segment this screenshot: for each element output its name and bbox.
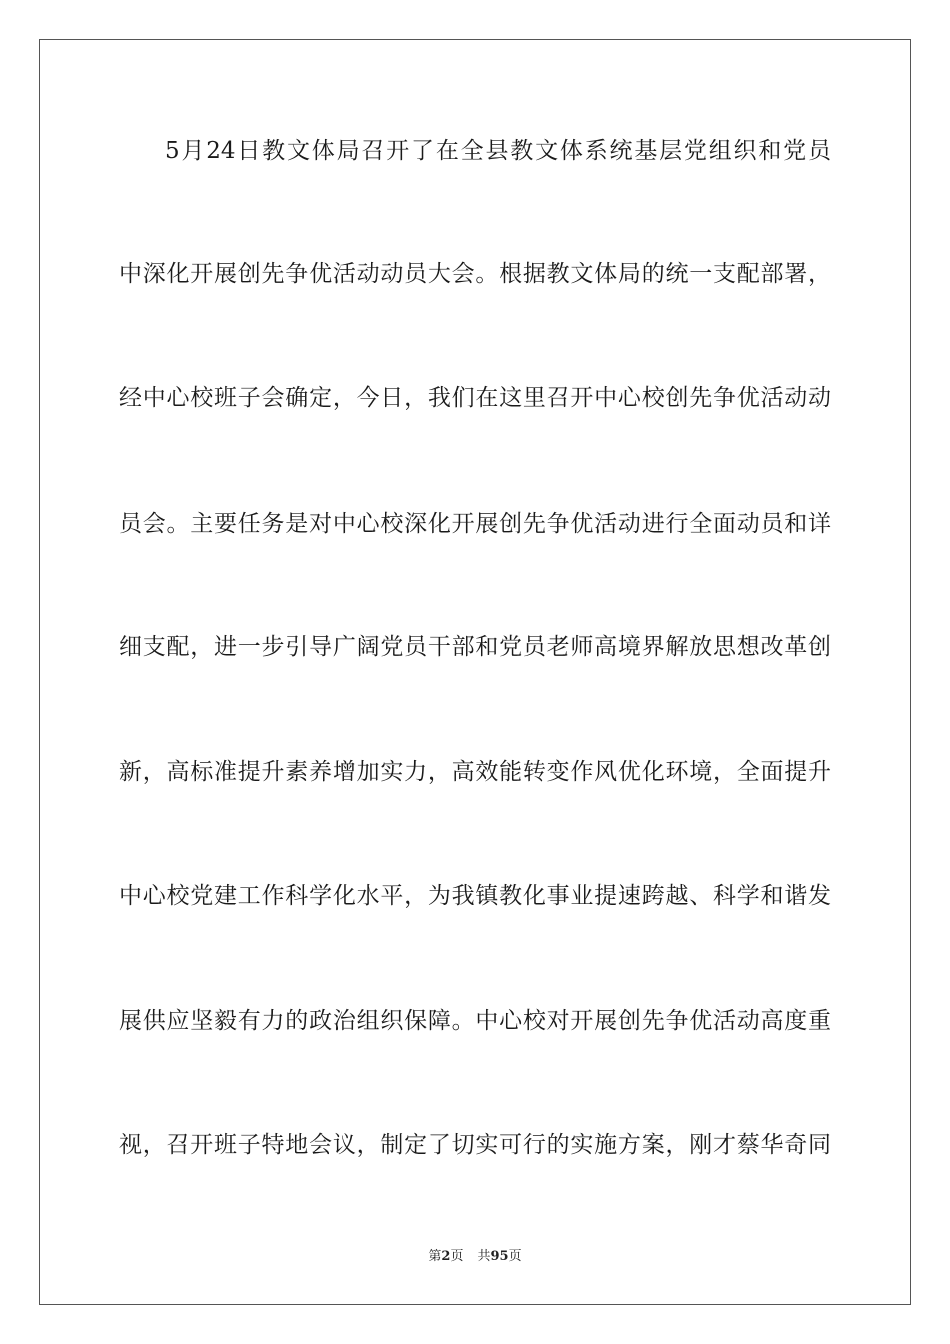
paragraph-line-7: 中心校党建工作科学化水平，为我镇教化事业提速跨越、科学和谐发 <box>119 883 831 909</box>
page-suffix: 页 <box>450 1249 464 1264</box>
total-suffix: 页 <box>508 1249 522 1264</box>
paragraph-line-1: 5月24日教文体局召开了在全县教文体系统基层党组织和党员 <box>165 138 831 164</box>
page-border <box>39 39 911 1305</box>
paragraph-line-3: 经中心校班子会确定，今日，我们在这里召开中心校创先争优活动动 <box>119 385 831 411</box>
page-number: 2 <box>441 1249 451 1264</box>
total-prefix: 共 <box>477 1249 491 1264</box>
paragraph-line-6: 新，高标准提升素养增加实力，高效能转变作风优化环境，全面提升 <box>119 759 831 785</box>
page-prefix: 第 <box>428 1249 442 1264</box>
paragraph-line-2: 中深化开展创先争优活动动员大会。根据教文体局的统一支配部署， <box>119 261 831 287</box>
paragraph-line-8: 展供应坚毅有力的政治组织保障。中心校对开展创先争优活动高度重 <box>119 1008 831 1034</box>
paragraph-line-4: 员会。主要任务是对中心校深化开展创先争优活动进行全面动员和详 <box>119 511 831 537</box>
total-pages: 95 <box>490 1249 509 1264</box>
page-footer <box>0 1249 950 1265</box>
paragraph-line-5: 细支配，进一步引导广阔党员干部和党员老师高境界解放思想改革创 <box>119 634 831 660</box>
paragraph-line-9: 视，召开班子特地会议，制定了切实可行的实施方案，刚才蔡华奇同 <box>119 1132 831 1158</box>
